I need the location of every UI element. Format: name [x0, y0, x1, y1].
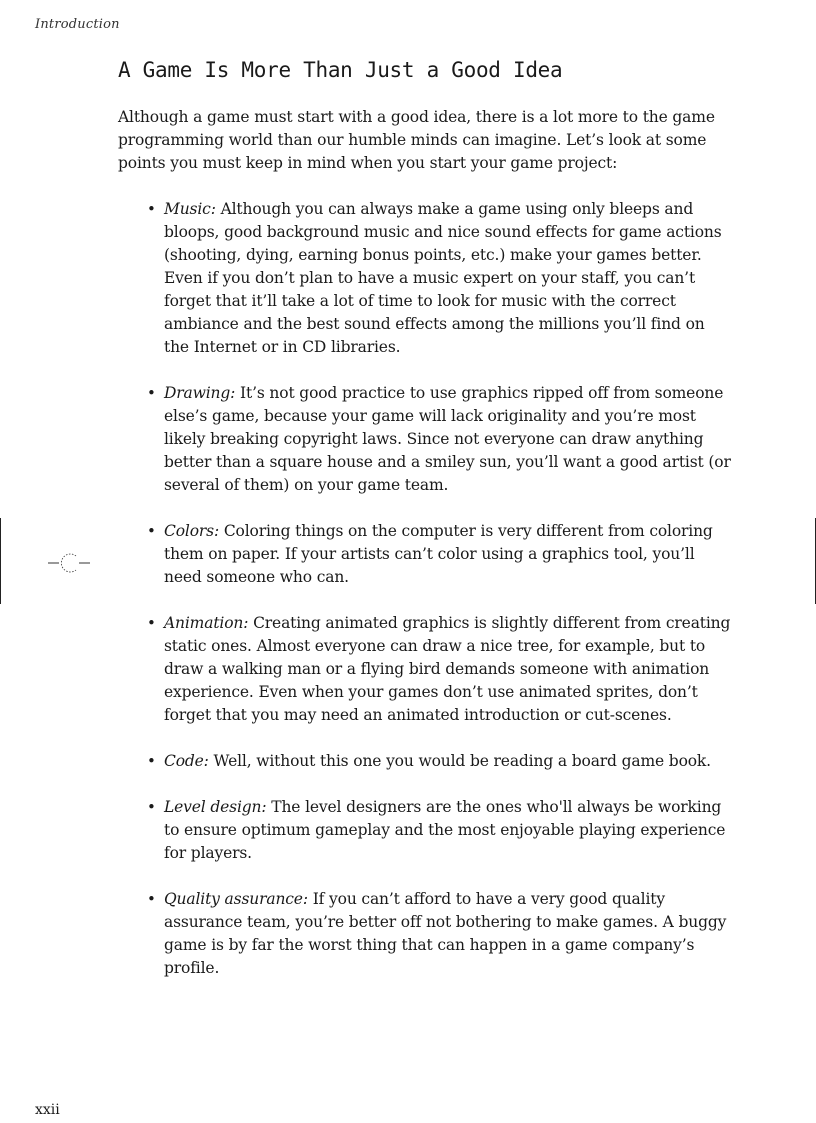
bullet-item-quality-assurance	[164, 888, 733, 980]
section-title: A Game Is More Than Just a Good Idea	[118, 58, 563, 82]
registration-mark-icon	[48, 550, 92, 576]
bullet-term: Level design:	[164, 798, 267, 816]
bullet-item-drawing	[164, 382, 733, 497]
bullet-item-colors	[164, 520, 733, 589]
bullet-term: Animation:	[164, 614, 249, 632]
bullet-term: Colors:	[164, 522, 220, 540]
bullet-text: If you can’t afford to have a very good quality assurance team, you’re better off not bothering to make games. A buggy game is by far the worst thing that can happen in a game company’s profile.	[164, 890, 727, 977]
bullet-list	[118, 198, 733, 980]
page-number: xxii	[35, 1102, 60, 1118]
running-head: Introduction	[35, 17, 120, 32]
bullet-text: It’s not good practice to use graphics ripped off from someone else’s game, because your game will lack originality and you’re most likely breaking copyright laws. Since not everyone can draw anything better than a square house and a smiley sun, you’ll want a good artist (or several of them) on your game team.	[164, 384, 731, 494]
bullet-term: Drawing:	[164, 384, 236, 402]
bullet-item-animation	[164, 612, 733, 727]
bullet-term: Quality assurance:	[164, 890, 308, 908]
intro-paragraph: Although a game must start with a good idea, there is a lot more to the game programming world than our humble minds can imagine. Let’s look at some points you must keep in mind when you start your game project:	[118, 108, 715, 172]
crop-mark-left	[0, 518, 1, 604]
bullet-text: Well, without this one you would be reading a board game book.	[213, 752, 711, 770]
bullet-text: Coloring things on the computer is very different from coloring them on paper. If your artists can’t color using a graphics tool, you’ll need someone who can.	[164, 522, 713, 586]
page-content	[118, 56, 733, 1003]
bullet-text: Although you can always make a game using only bleeps and bloops, good background music and nice sound effects for game actions (shooting, dying, earning bonus points, etc.) make your games better. Even if you don’t plan to have a music expert on your staff, you can’t forget that it’ll take a lot of time to look for music with the correct ambiance and the best sound effects among the millions you’ll find on the Internet or in CD libraries.	[164, 200, 722, 356]
bullet-item-code	[164, 750, 733, 773]
bullet-text: Creating animated graphics is slightly different from creating static ones. Almost everyone can draw a nice tree, for example, but to draw a walking man or a flying bird demands someone with animation experience. Even when your games don’t use animated sprites, don’t forget that you may need an animated introduction or cut-scenes.	[164, 614, 731, 724]
bullet-term: Music:	[164, 200, 216, 218]
bullet-item-music	[164, 198, 733, 359]
bullet-term: Code:	[164, 752, 209, 770]
bullet-text: The level designers are the ones who'll always be working to ensure optimum gameplay and the most enjoyable playing experience for players.	[164, 798, 726, 862]
bullet-item-level-design	[164, 796, 733, 865]
